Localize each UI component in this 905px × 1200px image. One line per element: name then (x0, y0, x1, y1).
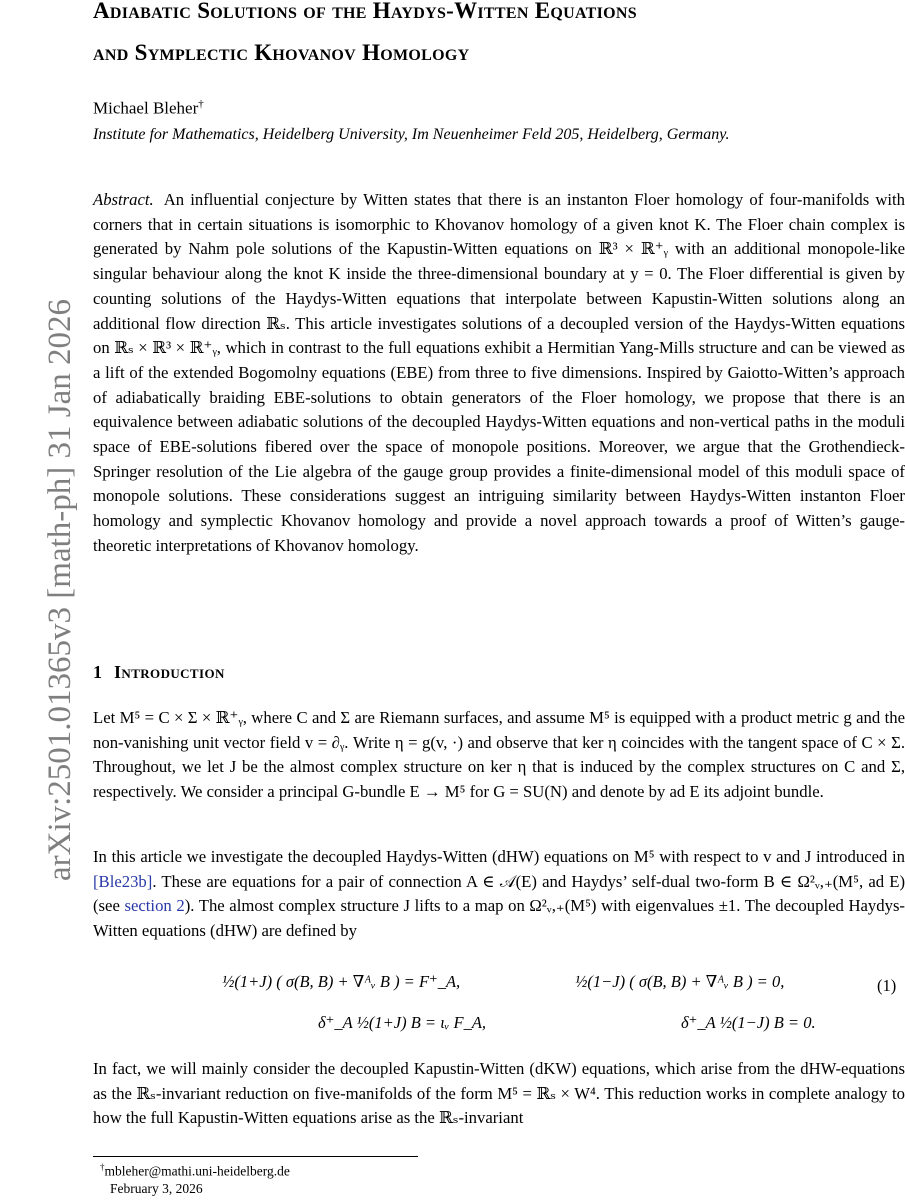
intro-paragraph-2 (93, 845, 905, 944)
author (93, 98, 204, 119)
intro-paragraph-3: In fact, we will mainly consider the decoupled Kapustin-Witten (dKW) equations, which arise from the dHW-equations as the ℝₛ-invariant reduction on five-manifolds of the form M⁵ = ℝₛ × W⁴. This reduction works in complete analogy to how the full Kapustin-Witten equations arise as the ℝₛ-invariant (93, 1059, 905, 1128)
section-heading (93, 662, 225, 683)
citation-link-ble23b[interactable]: [Ble23b] (93, 871, 153, 891)
section-title: Introduction (114, 662, 225, 682)
equation-number: (1) (877, 976, 897, 995)
intro-p2-text-b: . These are equations for a pair of connection A ∈ 𝒜(E) and Haydys’ self-dual two-form B ∈ Ω²ᵥ,₊(M⁵, ad E) (see (93, 871, 905, 916)
footnote-email[interactable]: mbleher@mathi.uni-heidelberg.de (104, 1163, 290, 1179)
equation-top-left: ½(1+J) ( σ(B, B) + ∇ᴬᵥ B ) = F⁺_A, (222, 972, 461, 991)
author-name: Michael Bleher (93, 98, 199, 118)
intro-paragraph-1: Let M⁵ = C × Σ × ℝ⁺ᵧ, where C and Σ are Riemann surfaces, and assume M⁵ is equipped with a product metric g and the non-vanishing unit vector field v = ∂ᵧ. Write η = g(v, ·) and observe that ker η coincides with the tangent space of C × Σ. Throughout, we let J be the almost complex structure on ker η that is induced by the complex structures on C and Σ, respectively. We consider a principal G-bundle E → M⁵ for G = SU(N) and denote by ad E its adjoint bundle. (93, 708, 905, 802)
author-footnote-mark: † (198, 98, 204, 110)
footnote-date: February 3, 2026 (110, 1181, 203, 1196)
arxiv-identifier-text: arXiv:2501.01365v3 [math-ph] 31 Jan 2026 (42, 299, 78, 881)
intro-p2-text-a: In this article we investigate the decoupled Haydys-Witten (dHW) equations on M⁵ with respect to v and J introduced in (93, 847, 905, 866)
paper-title-line-2: and Symplectic Khovanov Homology (93, 40, 470, 65)
affiliation: Institute for Mathematics, Heidelberg University, Im Neuenheimer Feld 205, Heidelberg, Germany. (93, 126, 730, 143)
section-number: 1 (93, 662, 102, 682)
intro-p2-text-c: ). The almost complex structure J lifts to a map on Ω²ᵥ,₊(M⁵) with eigenvalues ±1. The decoupled Haydys-Witten equations (dHW) are defined by (93, 896, 905, 941)
equation-top-right: ½(1−J) ( σ(B, B) + ∇ᴬᵥ B ) = 0, (575, 972, 785, 991)
equation-bottom-right: δ⁺_A ½(1−J) B = 0. (681, 1013, 816, 1032)
paper-title-line-1: Adiabatic Solutions of the Haydys-Witten Equations (93, 0, 637, 23)
equation-bottom-left: δ⁺_A ½(1+J) B = ιᵥ F_A, (318, 1013, 487, 1032)
footnote (100, 1162, 290, 1180)
abstract (93, 188, 905, 559)
section-2-link[interactable]: section 2 (124, 896, 185, 916)
footnote-mark: † (100, 1162, 105, 1172)
footnote-divider (93, 1156, 418, 1157)
arxiv-identifier (2, 270, 78, 910)
abstract-label: Abstract. (93, 190, 154, 209)
abstract-text: An influential conjecture by Witten states that there is an instanton Floer homology of four-manifolds with corners that in certain situations is isomorphic to Khovanov homology of a given knot K. The Floer chain complex is generated by Nahm pole solutions of the Kapustin-Witten equations on ℝ³ × ℝ⁺ᵧ with an additional monopole-like singular behaviour along the knot K inside the three-dimensional boundary at y = 0. The Floer differential is given by counting solutions of the Haydys-Witten equations that interpolate between Kapustin-Witten solutions along an additional flow direction ℝₛ. This article investigates solutions of a decoupled version of the Haydys-Witten equations on ℝₛ × ℝ³ × ℝ⁺ᵧ, which in contrast to the full equations exhibit a Hermitian Yang-Mills structure and can be viewed as a lift of the extended Bogomolny equations (EBE) from three to five dimensions. Inspired by Gaiotto-Witten’s approach of adiabatically braiding EBE-solutions to obtain generators of the Floer homology, we propose that there is an equivalence between adiabatic solutions of the decoupled Haydys-Witten equations and non-vertical paths in the moduli space of EBE-solutions fibered over the space of monopole positions. Moreover, we argue that the Grothendieck-Springer resolution of the Lie algebra of the gauge group provides a finite-dimensional model of this moduli space of monopole solutions. These considerations suggest an intriguing similarity between Haydys-Witten instanton Floer homology and symplectic Khovanov homology and provide a novel approach towards a proof of Witten’s gauge-theoretic interpretations of Khovanov homology. (93, 190, 905, 555)
